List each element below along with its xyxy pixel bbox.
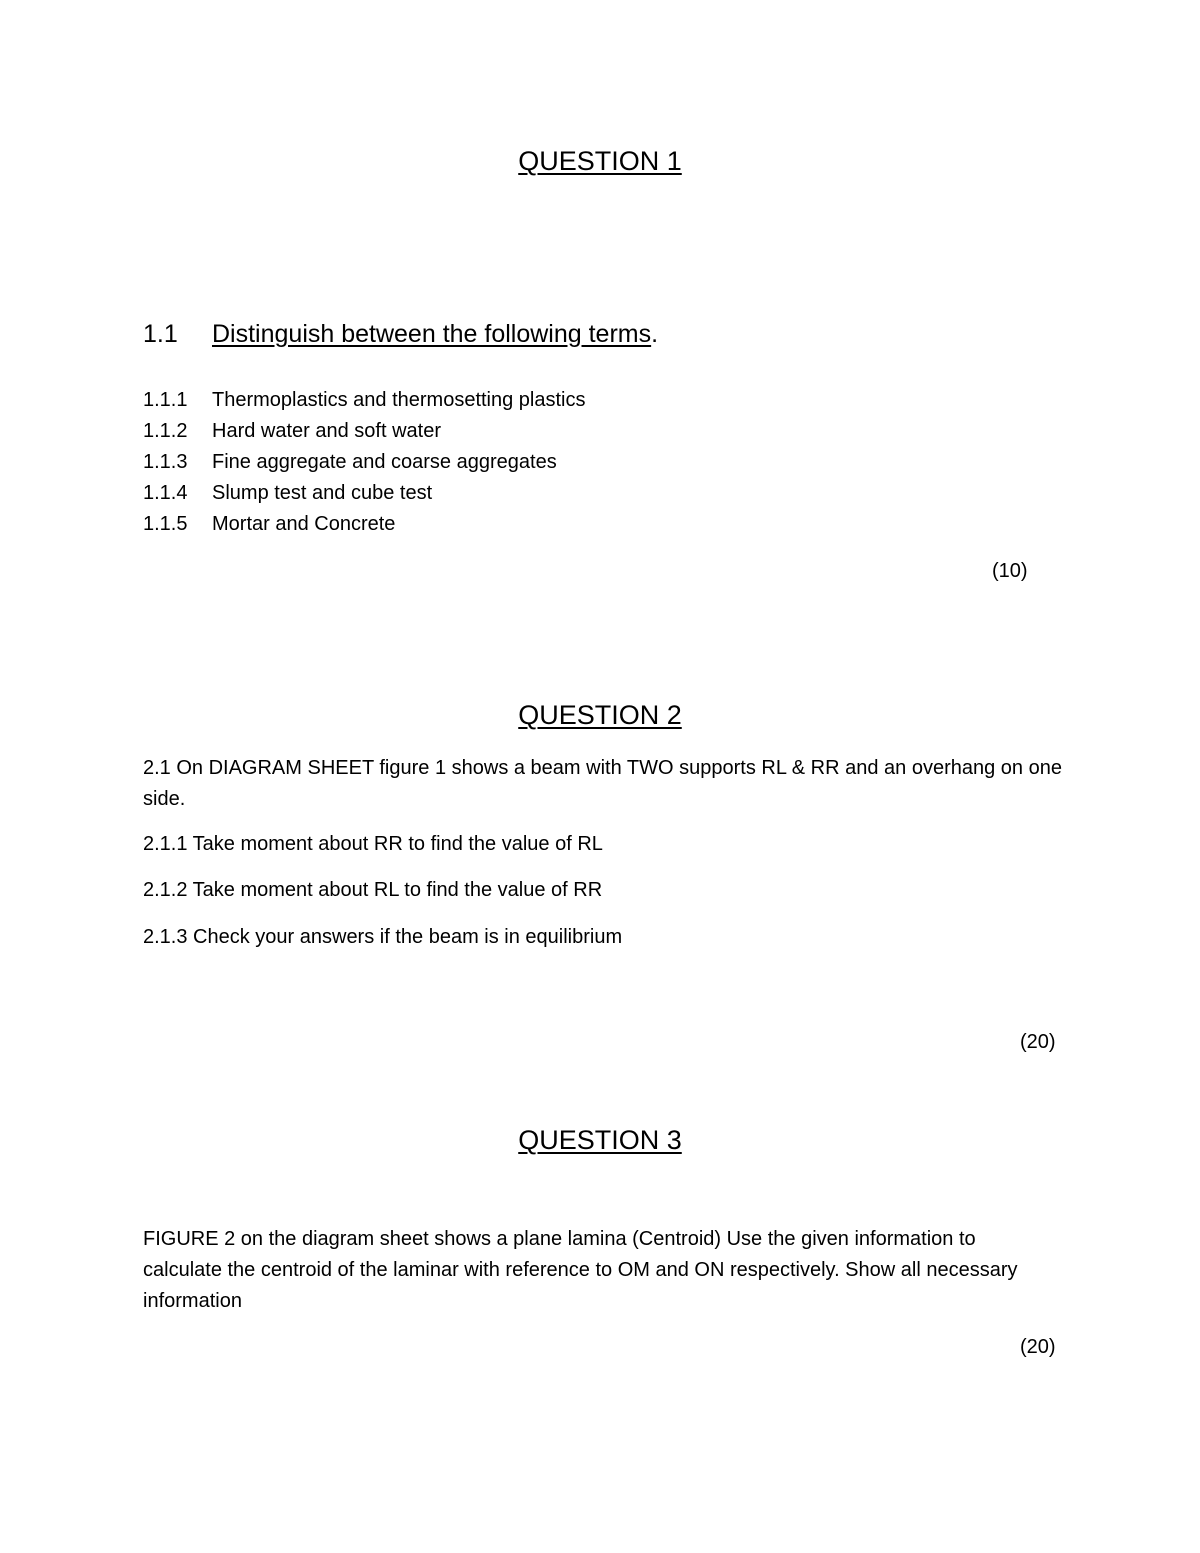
section-1-1-title-text: Distinguish between the following terms <box>212 320 652 348</box>
question-2-marks: (20) <box>1020 1031 1056 1053</box>
item-text: Thermoplastics and thermosetting plastics <box>212 389 586 411</box>
section-1-1-number: 1.1 <box>143 320 178 348</box>
item-text: Slump test and cube test <box>212 482 433 504</box>
question-3-heading: QUESTION 3 <box>518 1125 682 1155</box>
item-text: Hard water and soft water <box>212 420 441 442</box>
question-1-heading: QUESTION 1 <box>518 146 682 176</box>
item-number: 1.1.3 <box>143 451 188 473</box>
question-3-body: FIGURE 2 on the diagram sheet shows a plane lamina (Centroid) Use the given information to calculate the centroid of the laminar with reference to OM and ON respectively. Show all necessary information <box>143 1228 1018 1312</box>
item-number: 1.1.1 <box>143 389 188 411</box>
item-number: 1.1.2 <box>143 420 188 442</box>
item-number: 1.1.5 <box>143 513 188 535</box>
question-1-marks: (10) <box>992 560 1028 582</box>
question-2-heading: QUESTION 2 <box>518 700 682 730</box>
item-text: Mortar and Concrete <box>212 513 396 535</box>
section-1-1-title-period: . <box>651 320 659 348</box>
section-1-1-title <box>212 320 658 349</box>
item-text: Fine aggregate and coarse aggregates <box>212 451 557 473</box>
question-2-item: 2.1.3 Check your answers if the beam is in equilibrium <box>143 926 623 948</box>
question-2-item: 2.1.1 Take moment about RR to find the value of RL <box>143 833 603 855</box>
question-2-item: 2.1.2 Take moment about RL to find the value of RR <box>143 879 603 901</box>
item-number: 1.1.4 <box>143 482 188 504</box>
question-2-intro: 2.1 On DIAGRAM SHEET figure 1 shows a beam with TWO supports RL & RR and an overhang on one side. <box>143 757 1062 810</box>
question-3-marks: (20) <box>1020 1336 1056 1358</box>
